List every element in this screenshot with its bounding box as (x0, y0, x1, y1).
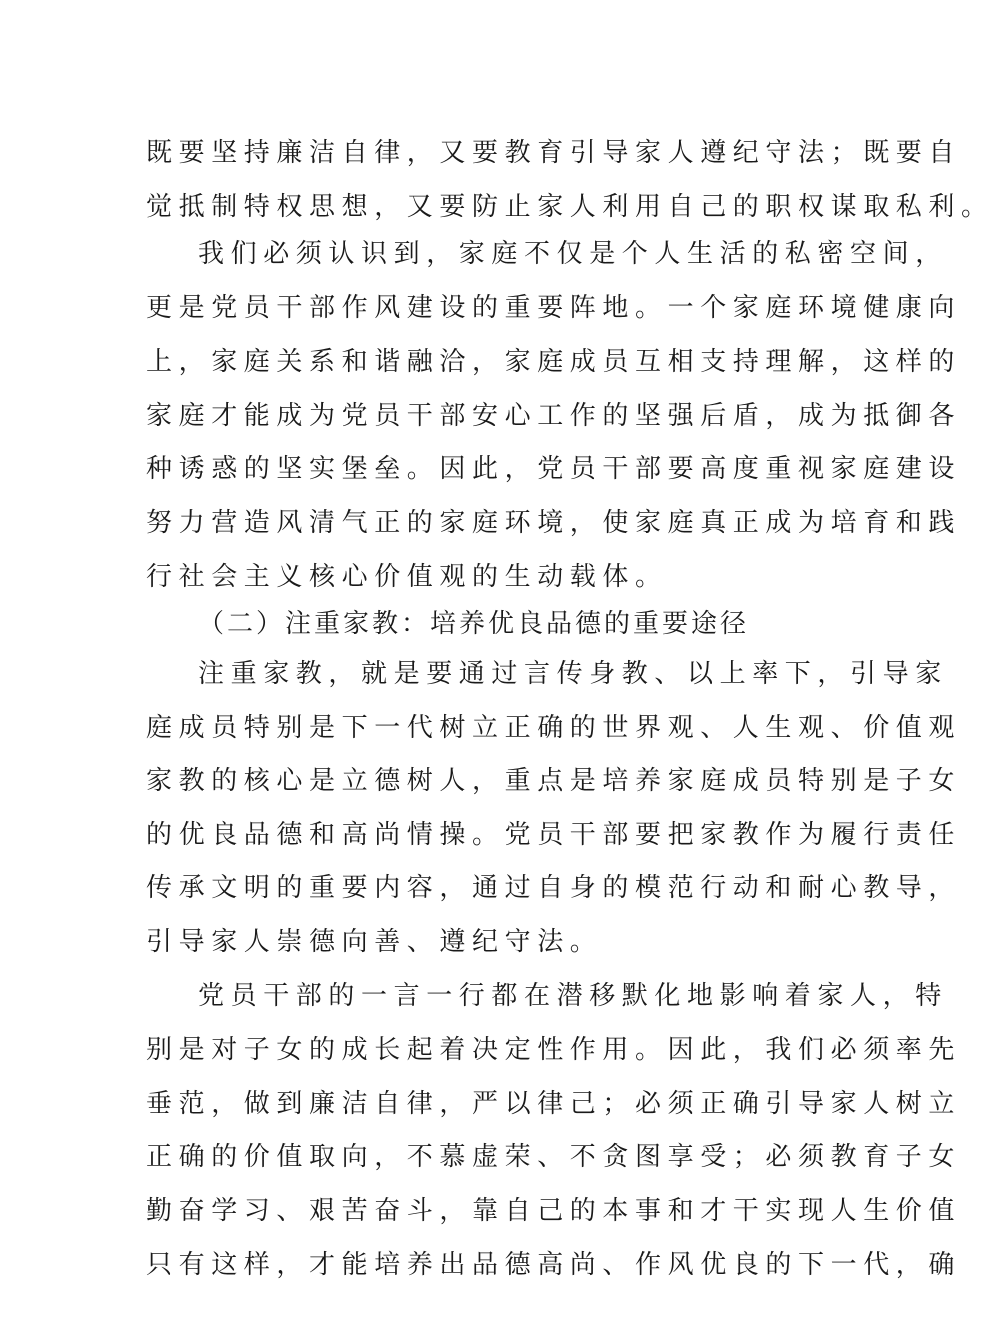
text-line: 更是党员干部作风建设的重要阵地。一个家庭环境健康向 (146, 293, 962, 323)
text-line: 勤奋学习、艰苦奋斗，靠自己的本事和才干实现人生价值 (146, 1196, 962, 1226)
text-line: 家庭才能成为党员干部安心工作的坚强后盾，成为抵御各 (146, 401, 962, 431)
text-line: 上，家庭关系和谐融洽，家庭成员互相支持理解，这样的 (146, 347, 962, 377)
text-line: 垂范，做到廉洁自律，严以律己；必须正确引导家人树立 (146, 1089, 962, 1119)
text-line: 行社会主义核心价值观的生动载体。 (146, 562, 668, 592)
text-line: 种诱惑的坚实堡垒。因此，党员干部要高度重视家庭建设 (146, 454, 962, 484)
text-line: 家教的核心是立德树人，重点是培养家庭成员特别是子女 (146, 766, 962, 796)
text-line: 的优良品德和高尚情操。党员干部要把家教作为履行责任 (146, 820, 962, 850)
text-line: 觉抵制特权思想，又要防止家人利用自己的职权谋取私利。 (146, 192, 994, 222)
text-line: 正确的价值取向，不慕虚荣、不贪图享受；必须教育子女 (146, 1142, 962, 1172)
section-heading: （二）注重家教：培养优良品德的重要途径 (198, 609, 750, 639)
text-line: 只有这样，才能培养出品德高尚、作风优良的下一代，确 (146, 1250, 962, 1280)
text-line: 传承文明的重要内容，通过自身的模范行动和耐心教导， (146, 873, 962, 903)
text-line: 别是对子女的成长起着决定性作用。因此，我们必须率先 (146, 1035, 962, 1065)
paragraph-first-line: 我们必须认识到，家庭不仅是个人生活的私密空间， (198, 239, 948, 269)
text-line: 引导家人崇德向善、遵纪守法。 (146, 927, 603, 957)
text-line: 既要坚持廉洁自律，又要教育引导家人遵纪守法；既要自 (146, 138, 962, 168)
text-line: 庭成员特别是下一代树立正确的世界观、人生观、价值观 (146, 713, 962, 743)
paragraph-first-line: 注重家教，就是要通过言传身教、以上率下，引导家 (198, 659, 948, 689)
text-line: 努力营造风清气正的家庭环境，使家庭真正成为培育和践 (146, 508, 962, 538)
paragraph-first-line: 党员干部的一言一行都在潜移默化地影响着家人，特 (198, 981, 948, 1011)
